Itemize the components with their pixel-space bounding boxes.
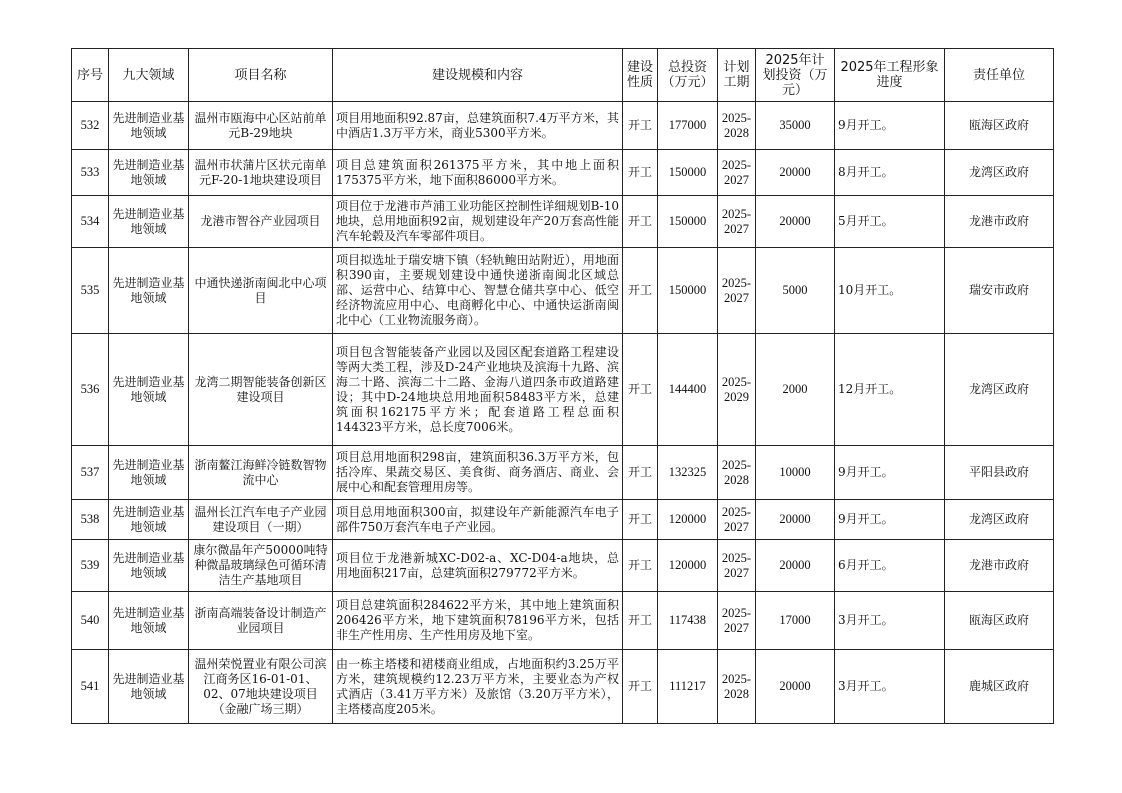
row-project-name: 温州市状蒲片区状元南单元F-20-1地块建设项目 (189, 150, 333, 196)
row-plan-2025: 10000 (756, 446, 835, 500)
row-number: 539 (72, 540, 109, 592)
row-period: 2025-2027 (718, 500, 756, 540)
row-content: 项目总用地面积300亩，拟建设年产新能源汽车电子部件750万套汽车电子产业园。 (333, 500, 623, 540)
row-total-investment: 144400 (658, 334, 718, 446)
row-progress: 9月开工。 (835, 446, 945, 500)
header-period: 计划工期 (718, 49, 756, 102)
row-content: 由一栋主塔楼和裙楼商业组成，占地面积约3.25万平方米，建筑规模约12.23万平方米，主要业态为产权式酒店（3.41万平方米）及旅馆（3.20万平方米），主塔楼高度205米。 (333, 650, 623, 724)
row-nature: 开工 (623, 446, 658, 500)
row-period: 2025-2027 (718, 196, 756, 248)
row-number: 537 (72, 446, 109, 500)
row-content: 项目总建筑面积284622平方米，其中地上建筑面积206426平方米，地下建筑面积78196平方米，包括非生产性用房、生产性用房及地下室。 (333, 592, 623, 650)
header-plan2025: 2025年计划投资（万元） (756, 49, 835, 102)
row-total-investment: 117438 (658, 592, 718, 650)
row-period: 2025-2028 (718, 650, 756, 724)
row-field: 先进制造业基地领域 (109, 650, 189, 724)
header-content: 建设规模和内容 (333, 49, 623, 102)
header-nature: 建设性质 (623, 49, 658, 102)
table-row (72, 334, 1054, 446)
row-total-investment: 132325 (658, 446, 718, 500)
row-project-name: 浙南鳌江海鲜冷链数智物流中心 (189, 446, 333, 500)
row-total-investment: 150000 (658, 196, 718, 248)
row-total-investment: 150000 (658, 150, 718, 196)
row-content: 项目位于龙港市芦浦工业功能区控制性详细规划B-10地块，总用地面积92亩，规划建设年产20万套高性能汽车轮毂及汽车零部件项目。 (333, 196, 623, 248)
row-unit: 瓯海区政府 (945, 102, 1054, 150)
row-project-name: 中通快递浙南闽北中心项目 (189, 248, 333, 334)
table-row (72, 248, 1054, 334)
table-row (72, 650, 1054, 724)
table-row (72, 592, 1054, 650)
row-unit: 平阳县政府 (945, 446, 1054, 500)
row-total-investment: 120000 (658, 540, 718, 592)
row-unit: 龙湾区政府 (945, 150, 1054, 196)
row-period: 2025-2029 (718, 334, 756, 446)
row-progress: 10月开工。 (835, 248, 945, 334)
table-row (72, 196, 1054, 248)
row-nature: 开工 (623, 500, 658, 540)
header-field: 九大领域 (109, 49, 189, 102)
row-period: 2025-2028 (718, 102, 756, 150)
row-plan-2025: 2000 (756, 334, 835, 446)
row-progress: 9月开工。 (835, 102, 945, 150)
row-progress: 12月开工。 (835, 334, 945, 446)
header-unit: 责任单位 (945, 49, 1054, 102)
row-plan-2025: 20000 (756, 196, 835, 248)
row-unit: 龙湾区政府 (945, 334, 1054, 446)
row-period: 2025-2027 (718, 592, 756, 650)
row-plan-2025: 35000 (756, 102, 835, 150)
row-progress: 3月开工。 (835, 592, 945, 650)
row-content: 项目位于龙港新城XC-D02-a、XC-D04-a地块，总用地面积217亩，总建筑面积279772平方米。 (333, 540, 623, 592)
row-plan-2025: 20000 (756, 500, 835, 540)
row-period: 2025-2027 (718, 248, 756, 334)
row-progress: 8月开工。 (835, 150, 945, 196)
row-progress: 5月开工。 (835, 196, 945, 248)
row-unit: 龙湾区政府 (945, 500, 1054, 540)
row-number: 535 (72, 248, 109, 334)
row-unit: 鹿城区政府 (945, 650, 1054, 724)
row-content: 项目包含智能装备产业园以及园区配套道路工程建设等两大类工程，涉及D-24产业地块及滨海十九路、滨海二十路、滨海二十二路、金海八道四条市政道路建设；其中D-24地块总用地面积58483平方米，总建筑面积162175平方米；配套道路工程总面积144323平方米，总长度7006米。 (333, 334, 623, 446)
row-project-name: 康尔微晶年产50000吨特种微晶玻璃绿色可循环清洁生产基地项目 (189, 540, 333, 592)
row-project-name: 浙南高端装备设计制造产业园项目 (189, 592, 333, 650)
row-field: 先进制造业基地领域 (109, 592, 189, 650)
row-number: 541 (72, 650, 109, 724)
row-number: 538 (72, 500, 109, 540)
table-row (72, 102, 1054, 150)
row-number: 532 (72, 102, 109, 150)
row-unit: 瓯海区政府 (945, 592, 1054, 650)
row-nature: 开工 (623, 592, 658, 650)
row-nature: 开工 (623, 102, 658, 150)
row-nature: 开工 (623, 150, 658, 196)
header-row (72, 49, 1054, 102)
table-row (72, 446, 1054, 500)
row-nature: 开工 (623, 196, 658, 248)
row-project-name: 龙港市智谷产业园项目 (189, 196, 333, 248)
row-field: 先进制造业基地领域 (109, 540, 189, 592)
row-number: 534 (72, 196, 109, 248)
row-field: 先进制造业基地领域 (109, 102, 189, 150)
row-nature: 开工 (623, 650, 658, 724)
row-progress: 6月开工。 (835, 540, 945, 592)
header-progress: 2025年工程形象进度 (835, 49, 945, 102)
table-row (72, 540, 1054, 592)
row-number: 540 (72, 592, 109, 650)
row-progress: 3月开工。 (835, 650, 945, 724)
row-field: 先进制造业基地领域 (109, 248, 189, 334)
row-plan-2025: 20000 (756, 150, 835, 196)
row-number: 536 (72, 334, 109, 446)
project-table (71, 48, 1054, 724)
row-content: 项目总建筑面积261375平方米，其中地上面积175375平方米，地下面积86000平方米。 (333, 150, 623, 196)
row-field: 先进制造业基地领域 (109, 500, 189, 540)
row-content: 项目总用地面积298亩，建筑面积36.3万平方米，包括冷库、果蔬交易区、美食街、商务酒店、商业、会展中心和配套管理用房等。 (333, 446, 623, 500)
row-project-name: 温州荣悦置业有限公司滨江商务区16-01-01、02、07地块建设项目（金融广场三期） (189, 650, 333, 724)
header-total: 总投资（万元） (658, 49, 718, 102)
table-row (72, 500, 1054, 540)
row-field: 先进制造业基地领域 (109, 334, 189, 446)
header-name: 项目名称 (189, 49, 333, 102)
row-progress: 9月开工。 (835, 500, 945, 540)
row-content: 项目拟选址于瑞安塘下镇（轻轨鲍田站附近），用地面积390亩，主要规划建设中通快递浙南闽北区域总部、运营中心、结算中心、智慧仓储共享中心、低空经济物流应用中心、电商孵化中心、中通快运浙南闽北中心（工业物流服务商）。 (333, 248, 623, 334)
row-project-name: 温州市瓯海中心区站前单元B-29地块 (189, 102, 333, 150)
row-plan-2025: 17000 (756, 592, 835, 650)
row-nature: 开工 (623, 248, 658, 334)
row-period: 2025-2028 (718, 446, 756, 500)
row-total-investment: 150000 (658, 248, 718, 334)
row-total-investment: 177000 (658, 102, 718, 150)
row-content: 项目用地面积92.87亩，总建筑面积7.4万平方米，其中酒店1.3万平方米，商业5300平方米。 (333, 102, 623, 150)
row-plan-2025: 5000 (756, 248, 835, 334)
row-unit: 龙港市政府 (945, 196, 1054, 248)
table-row (72, 150, 1054, 196)
row-nature: 开工 (623, 540, 658, 592)
row-period: 2025-2027 (718, 150, 756, 196)
row-unit: 龙港市政府 (945, 540, 1054, 592)
row-field: 先进制造业基地领域 (109, 150, 189, 196)
row-project-name: 温州长江汽车电子产业园建设项目（一期） (189, 500, 333, 540)
row-field: 先进制造业基地领域 (109, 446, 189, 500)
row-project-name: 龙湾二期智能装备创新区建设项目 (189, 334, 333, 446)
row-nature: 开工 (623, 334, 658, 446)
row-field: 先进制造业基地领域 (109, 196, 189, 248)
row-period: 2025-2027 (718, 540, 756, 592)
row-number: 533 (72, 150, 109, 196)
row-total-investment: 111217 (658, 650, 718, 724)
row-plan-2025: 20000 (756, 540, 835, 592)
row-unit: 瑞安市政府 (945, 248, 1054, 334)
row-plan-2025: 20000 (756, 650, 835, 724)
header-no: 序号 (72, 49, 109, 102)
row-total-investment: 120000 (658, 500, 718, 540)
